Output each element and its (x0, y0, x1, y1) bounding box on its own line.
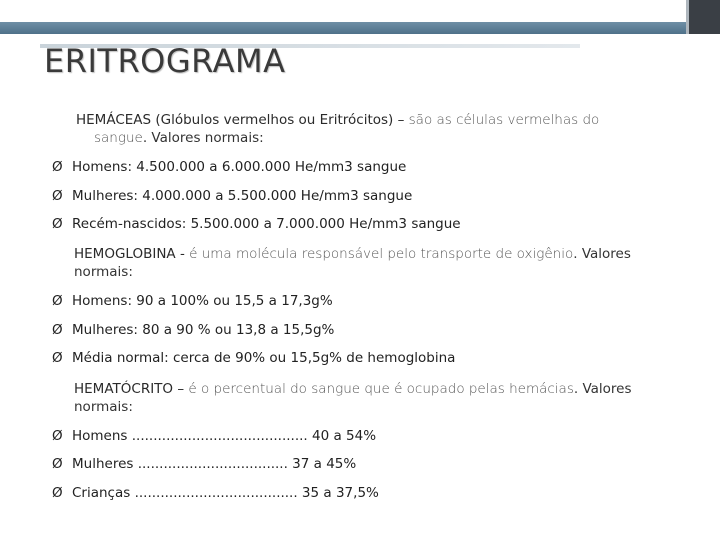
hemoglobina-line-1 (74, 245, 694, 263)
hematocrito-rest: . Valores (573, 381, 632, 397)
arrow-bullet-icon: Ø (52, 159, 63, 175)
hematocrito-line-2: normais: (74, 399, 133, 415)
list-item (52, 293, 333, 309)
list-item (52, 350, 455, 366)
list-item (52, 456, 356, 472)
hematocrito-desc: é o percentual do sangue que é ocupado pelas hemácias (184, 381, 574, 397)
list-item (52, 485, 379, 501)
arrow-bullet-icon: Ø (52, 293, 63, 309)
hemaceas-rest: . Valores normais: (142, 130, 264, 146)
list-item-text: Crianças ...................................... 35 a 37,5% (72, 485, 379, 501)
list-item (52, 216, 461, 232)
header-corner-block (689, 0, 720, 34)
list-item-text: Mulheres: 4.000.000 a 5.500.000 He/mm3 sangue (72, 188, 413, 204)
hemoglobina-paragraph (74, 245, 694, 281)
arrow-bullet-icon: Ø (52, 216, 63, 232)
arrow-bullet-icon: Ø (52, 456, 63, 472)
arrow-bullet-icon: Ø (52, 485, 63, 501)
arrow-bullet-icon: Ø (52, 350, 63, 366)
hemaceas-line-2 (76, 129, 686, 147)
list-item-text: Média normal: cerca de 90% ou 15,5g% de hemoglobina (72, 350, 456, 366)
list-item (52, 188, 412, 204)
header-accent-bar (0, 22, 720, 34)
list-item-text: Mulheres: 80 a 90 % ou 13,8 a 15,5g% (72, 322, 335, 338)
list-item-text: Mulheres ................................... 37 a 45% (72, 456, 357, 472)
list-item (52, 322, 334, 338)
slide-title: ERITROGRAMA (44, 42, 286, 80)
arrow-bullet-icon: Ø (52, 322, 63, 338)
hemoglobina-desc: é uma molécula responsável pelo transporte de oxigênio (184, 246, 574, 262)
arrow-bullet-icon: Ø (52, 188, 63, 204)
list-item-text: Homens: 4.500.000 a 6.000.000 He/mm3 sangue (72, 159, 407, 175)
list-item-text: Recém-nascidos: 5.500.000 a 7.000.000 He/mm3 sangue (72, 216, 461, 232)
hemaceas-desc-2: sangue (94, 130, 143, 146)
list-item-text: Homens: 90 a 100% ou 15,5 a 17,3g% (72, 293, 333, 309)
list-item (52, 159, 406, 175)
hemoglobina-rest: . Valores (573, 246, 631, 262)
arrow-bullet-icon: Ø (52, 428, 63, 444)
hematocrito-paragraph (74, 380, 694, 416)
hemaceas-paragraph (76, 111, 686, 147)
hematocrito-line-1 (74, 380, 694, 398)
hemaceas-lead: HEMÁCEAS (Glóbulos vermelhos ou Eritrócitos) – (76, 112, 405, 128)
list-item (52, 428, 376, 444)
hemaceas-desc: são as células vermelhas do (404, 112, 600, 128)
hematocrito-lead: HEMATÓCRITO – (74, 381, 185, 397)
list-item-text: Homens ......................................... 40 a 54% (72, 428, 377, 444)
hemoglobina-lead: HEMOGLOBINA - (74, 246, 185, 262)
hemaceas-line-1 (76, 111, 686, 129)
hemoglobina-line-2: normais: (74, 264, 133, 280)
